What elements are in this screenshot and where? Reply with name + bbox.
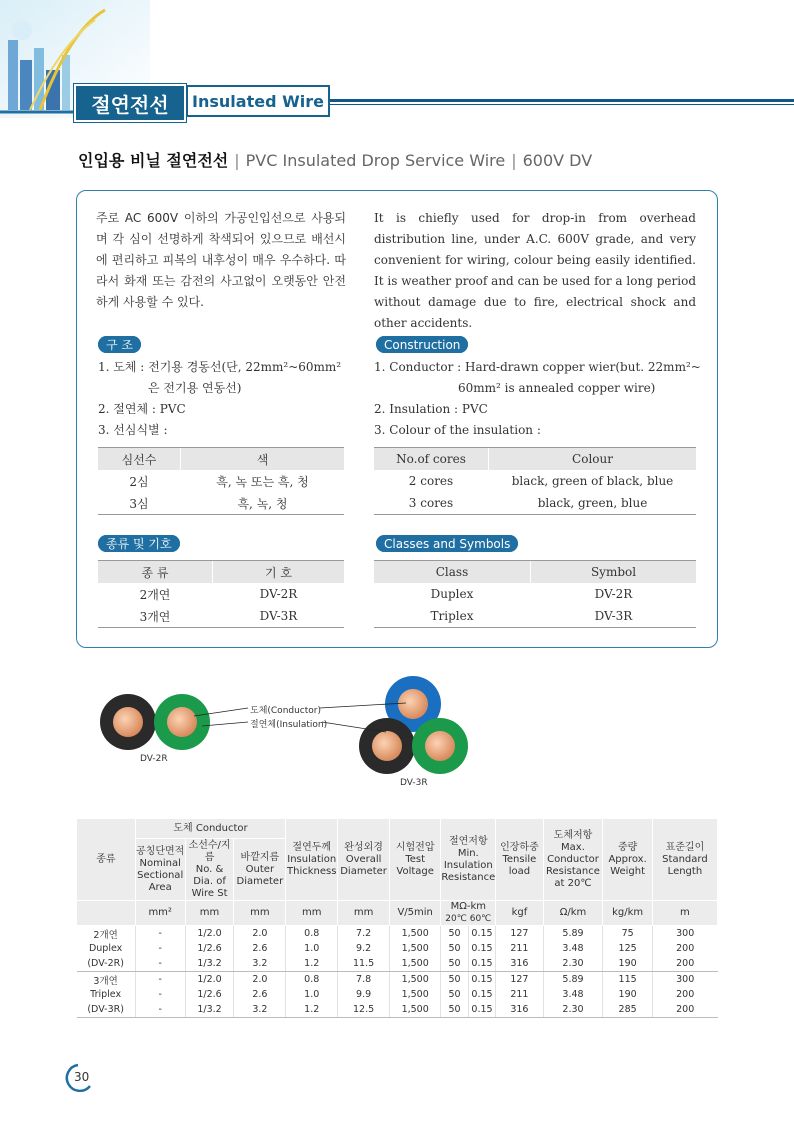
table-cell: 50 bbox=[441, 1002, 468, 1018]
list-item: 3. 선심식별 : bbox=[98, 423, 168, 437]
table-cell: 0.8 bbox=[286, 926, 338, 942]
table-cell: 2심 bbox=[129, 474, 149, 489]
table-row bbox=[98, 492, 344, 515]
table-cell: 50 bbox=[441, 956, 468, 972]
table-cell: 1/2.0 bbox=[185, 972, 234, 988]
table-header: 색 bbox=[181, 448, 345, 471]
label-insulation: 절연체(Insulation) bbox=[250, 720, 328, 730]
colour-table-en bbox=[374, 447, 696, 515]
unit-cell: mm bbox=[286, 901, 338, 926]
table-row bbox=[374, 605, 696, 628]
table-cell: 0.15 bbox=[468, 987, 495, 1002]
table-cell: 0.15 bbox=[468, 941, 495, 956]
table-cell: - bbox=[135, 926, 185, 942]
col-tensile: 인장하중 Tensile load bbox=[496, 819, 543, 901]
table-cell: 1,500 bbox=[389, 956, 440, 972]
table-row bbox=[98, 605, 344, 628]
header-rule-thin bbox=[330, 104, 794, 105]
table-cell: 2.30 bbox=[543, 1002, 603, 1018]
table-cell: 1.0 bbox=[286, 941, 338, 956]
col-overall: 완성외경 Overall Diameter bbox=[338, 819, 390, 901]
table-row bbox=[77, 972, 718, 988]
table-cell: 2 cores bbox=[408, 474, 454, 488]
table-cell: 127 bbox=[496, 926, 543, 942]
list-item: 2. 절연체 : PVC bbox=[98, 402, 186, 416]
table-cell: 50 bbox=[441, 987, 468, 1002]
list-item: 1. Conductor : Hard-drawn copper wier(but. 22mm²~ bbox=[374, 360, 701, 374]
table-row bbox=[98, 470, 344, 492]
unit-cell: Ω/km bbox=[543, 901, 603, 926]
table-cell: 211 bbox=[496, 941, 543, 956]
unit-cell: mm bbox=[185, 901, 234, 926]
list-item: 60mm² is annealed copper wire) bbox=[458, 381, 656, 395]
table-cell: - bbox=[135, 1002, 185, 1018]
table-cell: 7.2 bbox=[338, 926, 390, 942]
colour-table-ko bbox=[98, 447, 344, 515]
col-weight: 중량 Approx. Weight bbox=[603, 819, 653, 901]
col-strands: 소선수/지름 No. & Dia. of Wire St bbox=[185, 839, 234, 901]
table-cell: 1/2.0 bbox=[185, 926, 234, 942]
conductor-group-header: 도체 Conductor bbox=[135, 819, 286, 839]
cable-cross-section-figure bbox=[90, 670, 490, 795]
table-cell: 2개연 bbox=[93, 929, 118, 941]
table-cell: 5.89 bbox=[543, 972, 603, 988]
table-header: Class bbox=[374, 561, 531, 584]
caption-dv2r: DV-2R bbox=[140, 754, 168, 764]
section-code: 600V DV bbox=[522, 151, 593, 170]
table-cell: black, green of black, blue bbox=[489, 470, 697, 492]
table-header: Colour bbox=[489, 448, 697, 471]
table-cell: 1.2 bbox=[286, 1002, 338, 1018]
table-cell: 75 bbox=[603, 926, 653, 942]
table-cell: 1,500 bbox=[389, 926, 440, 942]
col-length: 표준길이 Standard Length bbox=[652, 819, 717, 901]
table-cell: 285 bbox=[603, 1002, 653, 1018]
list-item: 2. Insulation : PVC bbox=[374, 402, 488, 416]
unit-resist: MΩ-km 20℃ 60℃ bbox=[441, 901, 496, 926]
col-resist: 절연저항 Min. Insulation Resistance bbox=[441, 819, 496, 901]
header-rule bbox=[330, 99, 794, 102]
table-cell: 1/2.6 bbox=[185, 941, 234, 956]
table-cell: 1,500 bbox=[389, 987, 440, 1002]
list-item: 3. Colour of the insulation : bbox=[374, 423, 541, 437]
table-cell: 11.5 bbox=[338, 956, 390, 972]
table-row bbox=[77, 926, 718, 942]
page-number bbox=[64, 1062, 98, 1092]
table-cell: 1.2 bbox=[286, 956, 338, 972]
table-cell: DV-3R bbox=[213, 605, 345, 628]
table-cell: 12.5 bbox=[338, 1002, 390, 1018]
table-cell: 9.2 bbox=[338, 941, 390, 956]
table-cell: 2개연 bbox=[139, 587, 171, 602]
caption-dv3r: DV-3R bbox=[400, 778, 428, 788]
table-cell: Triplex bbox=[374, 605, 531, 628]
table-cell: 흑, 녹, 청 bbox=[181, 492, 345, 515]
col-maxres: 도체저항 Max. Conductor Resistance at 20℃ bbox=[543, 819, 603, 901]
copper-conductor bbox=[425, 731, 455, 761]
table-cell: 1.0 bbox=[286, 987, 338, 1002]
list-item: 1. 도체 : 전기용 경동선(단, 22mm²~60mm² bbox=[98, 360, 342, 374]
unit-cell: V/5min bbox=[389, 901, 440, 926]
table-cell: 200 bbox=[652, 941, 717, 956]
spec-table bbox=[76, 818, 718, 1018]
classes-en-title: Classes and Symbols bbox=[376, 535, 518, 552]
table-cell: 1,500 bbox=[389, 972, 440, 988]
table-row bbox=[374, 583, 696, 605]
col-voltage: 시험전압 Test Voltage bbox=[389, 819, 440, 901]
table-cell: DV-2R bbox=[531, 583, 697, 605]
copper-conductor bbox=[167, 707, 197, 737]
intro-ko: 주로 AC 600V 이하의 가공인입선으로 사용되며 각 심이 선명하게 착색되어 있으므로 배선시에 편리하고 피복의 내후성이 매우 우수하다. 따라서 화재 또는 감전의 사고없이 오랫동안 안전하게 사용할 수 있다. bbox=[96, 211, 346, 309]
col-kind: 종류 bbox=[77, 819, 136, 901]
table-row bbox=[77, 987, 718, 1002]
intro-en: It is chiefly used for drop-in from overhead distribution line, under A.C. 600V grade, and very convenient for wiring, colour being easily identified. It is weather proof and can be used for a long period without damage due to fire, electrical shock and other accidents. bbox=[374, 211, 696, 330]
table-cell: 3.48 bbox=[543, 941, 603, 956]
table-cell: 0.8 bbox=[286, 972, 338, 988]
col-thickness: 절연두께 Insulation Thickness bbox=[286, 819, 338, 901]
table-cell: 127 bbox=[496, 972, 543, 988]
table-cell: 0.15 bbox=[468, 972, 495, 988]
table-cell: - bbox=[135, 972, 185, 988]
unit-cell: kg/km bbox=[603, 901, 653, 926]
section-title: 인입용 비닐 절연전선 | PVC Insulated Drop Service Wire | 600V DV bbox=[78, 151, 593, 170]
unit-cell: mm bbox=[234, 901, 286, 926]
table-row bbox=[98, 583, 344, 605]
table-header: Symbol bbox=[531, 561, 697, 584]
table-cell: 3개연 bbox=[93, 975, 118, 987]
table-header: 기 호 bbox=[213, 561, 345, 584]
copper-conductor bbox=[372, 731, 402, 761]
construction-ko-list bbox=[98, 357, 348, 441]
table-cell: 2.0 bbox=[234, 926, 286, 942]
table-cell: 2.30 bbox=[543, 956, 603, 972]
copper-conductor bbox=[113, 707, 143, 737]
table-cell: 1/2.6 bbox=[185, 987, 234, 1002]
table-row bbox=[77, 941, 718, 956]
table-cell: 0.15 bbox=[468, 926, 495, 942]
chapter-title-en: Insulated Wire bbox=[186, 85, 330, 117]
table-cell: 50 bbox=[441, 941, 468, 956]
classes-ko-title: 종류 및 기호 bbox=[98, 535, 180, 552]
copper-conductor bbox=[398, 689, 428, 719]
table-row bbox=[374, 470, 696, 492]
unit-kind bbox=[77, 901, 136, 926]
table-cell: 0.15 bbox=[468, 1002, 495, 1018]
page-number-text: 30 bbox=[74, 1070, 90, 1084]
table-cell: 3.2 bbox=[234, 956, 286, 972]
unit-cell: mm bbox=[338, 901, 390, 926]
table-row bbox=[77, 1002, 718, 1018]
table-cell: 50 bbox=[441, 926, 468, 942]
table-cell: DV-2R bbox=[213, 583, 345, 605]
table-cell: - bbox=[135, 941, 185, 956]
table-cell: - bbox=[135, 956, 185, 972]
table-cell: Duplex bbox=[88, 943, 123, 954]
classes-table-ko bbox=[98, 560, 344, 628]
table-cell: DV-3R bbox=[531, 605, 697, 628]
label-conductor: 도체(Conductor) bbox=[250, 706, 322, 716]
classes-table-en bbox=[374, 560, 696, 628]
table-cell: 1/3.2 bbox=[185, 1002, 234, 1018]
table-cell: 200 bbox=[652, 1002, 717, 1018]
table-cell: (DV-3R) bbox=[77, 1002, 136, 1018]
table-header: No.of cores bbox=[374, 448, 489, 471]
table-cell: 1,500 bbox=[389, 941, 440, 956]
col-outer: 바깥지름 Outer Diameter bbox=[234, 839, 286, 901]
table-row bbox=[77, 956, 718, 972]
table-cell: 2.6 bbox=[234, 941, 286, 956]
table-cell: 3.48 bbox=[543, 987, 603, 1002]
section-title-en: PVC Insulated Drop Service Wire bbox=[245, 151, 506, 170]
table-cell: 9.9 bbox=[338, 987, 390, 1002]
table-cell: - bbox=[135, 987, 185, 1002]
table-cell: Duplex bbox=[430, 587, 474, 601]
table-cell: 200 bbox=[652, 956, 717, 972]
table-cell: 316 bbox=[496, 1002, 543, 1018]
table-cell: 190 bbox=[603, 987, 653, 1002]
table-cell: 125 bbox=[603, 941, 653, 956]
table-header: 심선수 bbox=[98, 448, 181, 471]
table-cell: 200 bbox=[652, 987, 717, 1002]
table-cell: Triplex bbox=[90, 989, 122, 1000]
table-cell: 2.0 bbox=[234, 972, 286, 988]
table-cell: 7.8 bbox=[338, 972, 390, 988]
table-cell: 316 bbox=[496, 956, 543, 972]
table-cell: 115 bbox=[603, 972, 653, 988]
table-row bbox=[374, 492, 696, 515]
construction-en-title: Construction bbox=[376, 336, 468, 353]
table-cell: 300 bbox=[652, 926, 717, 942]
unit-cell: mm² bbox=[135, 901, 185, 926]
table-cell: 1,500 bbox=[389, 1002, 440, 1018]
unit-cell: m bbox=[652, 901, 717, 926]
table-cell: 300 bbox=[652, 972, 717, 988]
section-title-ko: 인입용 비닐 절연전선 bbox=[78, 151, 229, 170]
table-cell: black, green, blue bbox=[489, 492, 697, 515]
table-cell: 190 bbox=[603, 956, 653, 972]
table-cell: 3.2 bbox=[234, 1002, 286, 1018]
construction-en-list bbox=[374, 357, 704, 441]
table-cell: 1/3.2 bbox=[185, 956, 234, 972]
table-header: 종 류 bbox=[98, 561, 213, 584]
table-cell: 흑, 녹 또는 흑, 청 bbox=[181, 470, 345, 492]
list-item: 은 전기용 연동선) bbox=[148, 381, 242, 395]
chapter-title-ko: 절연전선 bbox=[74, 84, 186, 122]
table-cell: 50 bbox=[441, 972, 468, 988]
table-cell: 211 bbox=[496, 987, 543, 1002]
table-cell: 5.89 bbox=[543, 926, 603, 942]
col-nominal: 공칭단면적 Nominal Sectional Area bbox=[135, 839, 185, 901]
construction-ko-title: 구 조 bbox=[98, 336, 141, 353]
table-cell: 0.15 bbox=[468, 956, 495, 972]
table-cell: 3심 bbox=[98, 492, 181, 515]
unit-cell: kgf bbox=[496, 901, 543, 926]
table-cell: (DV-2R) bbox=[77, 956, 136, 972]
table-cell: 3개연 bbox=[98, 605, 213, 628]
table-cell: 3 cores bbox=[374, 492, 489, 515]
table-cell: 2.6 bbox=[234, 987, 286, 1002]
units-row bbox=[77, 901, 718, 926]
